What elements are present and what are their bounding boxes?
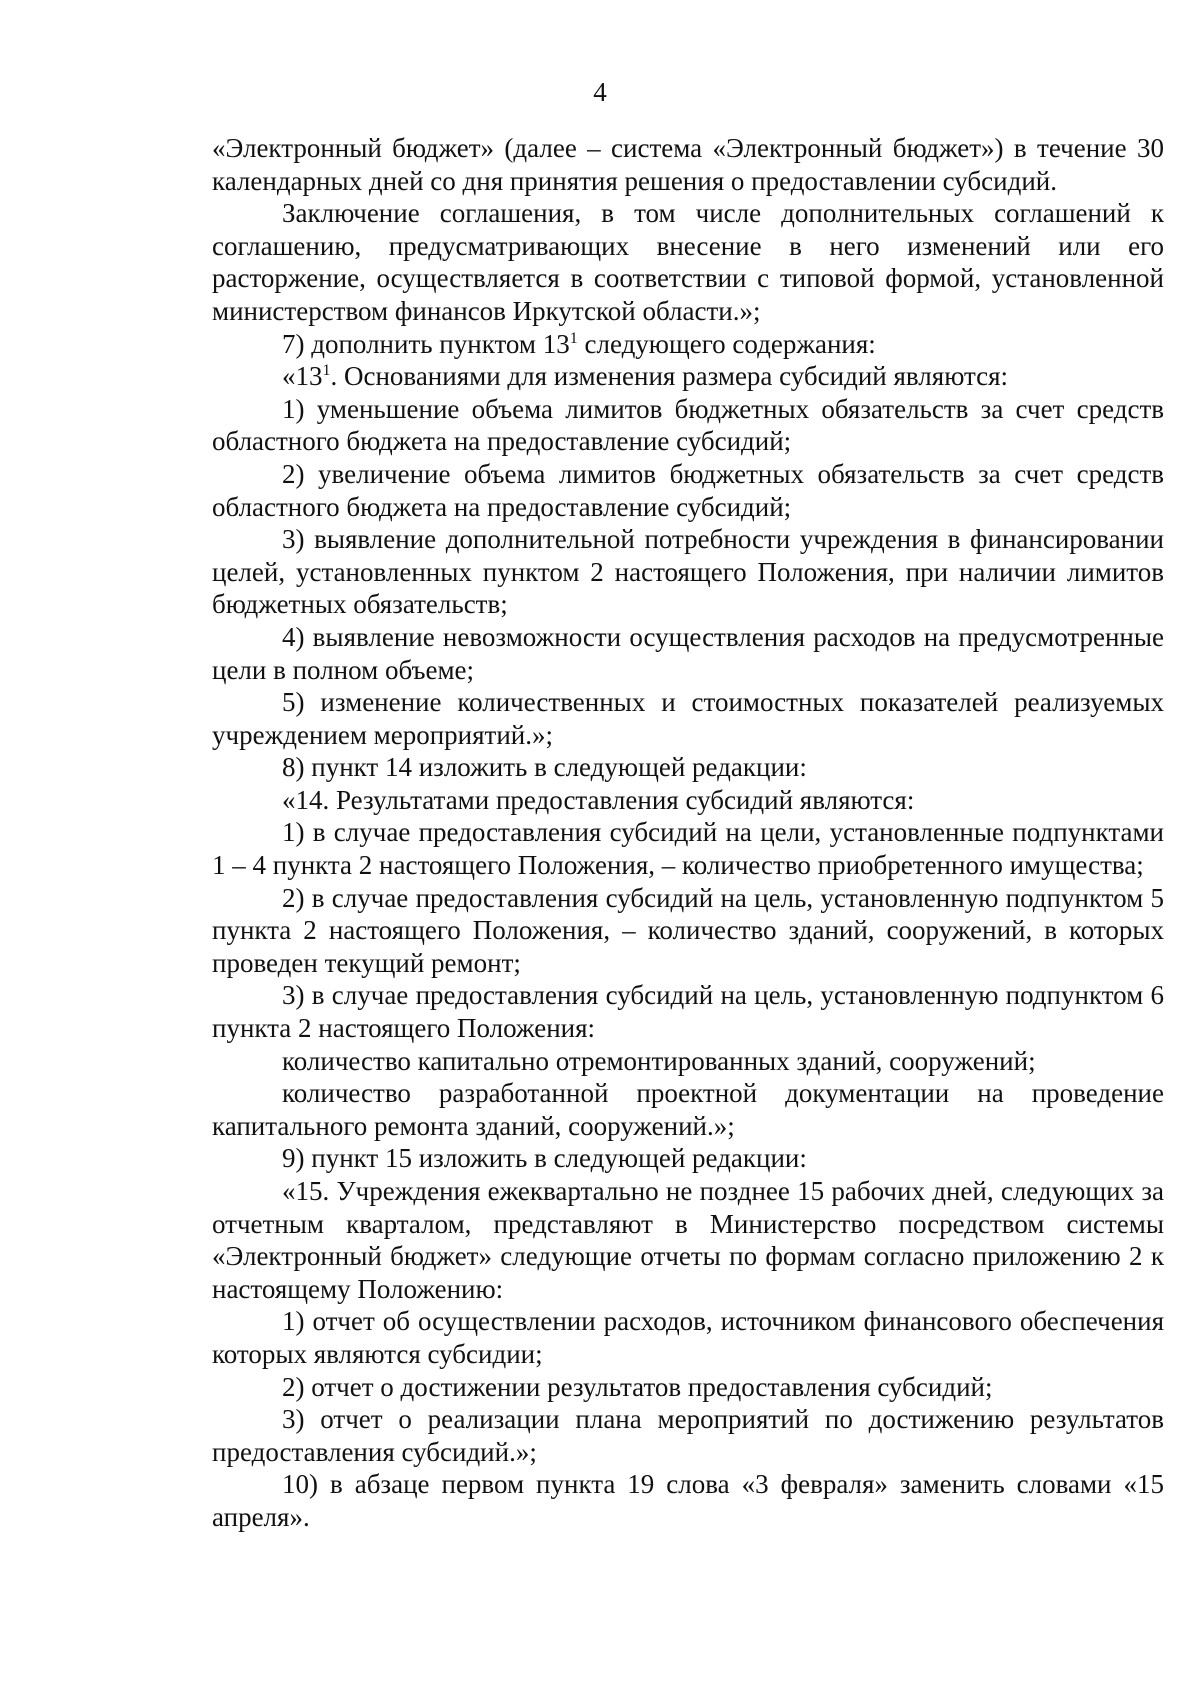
paragraph: количество разработанной проектной документации на проведение капитального ремонта зданий, сооружений.»;	[212, 1078, 1164, 1141]
paragraph: 1) отчет об осуществлении расходов, источником финансового обеспечения которых являются субсидии;	[212, 1306, 1164, 1369]
paragraph: 3) в случае предоставления субсидий на цель, установленную подпунктом 6 пункта 2 настоящего Положения:	[212, 980, 1164, 1044]
paragraph: «15. Учреждения ежеквартально не позднее 15 рабочих дней, следующих за отчетным кварталом, представляют в Министерство посредством системы «Электронный бюджет» следующие отчеты по формам согласно приложению 2 к настоящему Положению:	[212, 1176, 1164, 1304]
paragraph: 3) выявление дополнительной потребности учреждения в финансировании целей, установленных пунктом 2 настоящего Положения, при наличии лимитов бюджетных обязательств;	[212, 524, 1164, 620]
superscript-mark: 1	[569, 329, 578, 347]
superscript-mark: 1	[322, 362, 331, 380]
paragraph: 4) выявление невозможности осуществления расходов на предусмотренные цели в полном объеме;	[212, 621, 1164, 685]
paragraph: 2) отчет о достижении результатов предоставления субсидий;	[282, 1371, 993, 1402]
paragraph: 1) в случае предоставления субсидий на цели, установленные подпунктами 1 – 4 пункта 2 настоящего Положения, – количество приобретенного имущества;	[212, 817, 1164, 881]
paragraph: 8) пункт 14 изложить в следующей редакции:	[282, 752, 807, 783]
paragraph: 9) пункт 15 изложить в следующей редакции:	[282, 1143, 807, 1174]
paragraph: Заключение соглашения, в том числе дополнительных соглашений к соглашению, предусматривающих внесение в него изменений или его расторжение, осуществляется в соответствии с типовой формой, установленной министерством финансов Иркутской области.»;	[212, 198, 1164, 326]
paragraph: «$13^1$. Основаниями для изменения размера субсидий являются:	[282, 361, 1009, 392]
paragraph: «Электронный бюджет» (далее – система «Электронный бюджет») в течение 30 календарных дней со дня принятия решения о предоставлении субсидий.	[212, 133, 1164, 196]
paragraph: 3) отчет о реализации плана мероприятий по достижению результатов предоставления субсидий.»;	[212, 1404, 1164, 1467]
document-body	[212, 132, 1164, 1534]
paragraph: 7) дополнить пунктом $13^1$ следующего содержания:	[282, 328, 876, 359]
page-number: 4	[593, 77, 607, 107]
paragraph: 5) изменение количественных и стоимостных показателей реализуемых учреждением мероприятий.»;	[212, 687, 1164, 750]
paragraph: 1) уменьшение объема лимитов бюджетных обязательств за счет средств областного бюджета на предоставление субсидий;	[212, 393, 1164, 457]
paragraph: количество капитально отремонтированных зданий, сооружений;	[282, 1045, 1036, 1076]
paragraph: 10) в абзаце первом пункта 19 слова «3 февраля» заменить словами «15 апреля».	[212, 1469, 1164, 1532]
paragraph: «14. Результатами предоставления субсидий являются:	[282, 784, 915, 815]
paragraph: 2) в случае предоставления субсидий на цель, установленную подпунктом 5 пункта 2 настоящего Положения, – количество зданий, сооружений, в которых проведен текущий ремонт;	[212, 882, 1164, 978]
paragraph: 2) увеличение объема лимитов бюджетных обязательств за счет средств областного бюджета на предоставление субсидий;	[212, 458, 1164, 522]
